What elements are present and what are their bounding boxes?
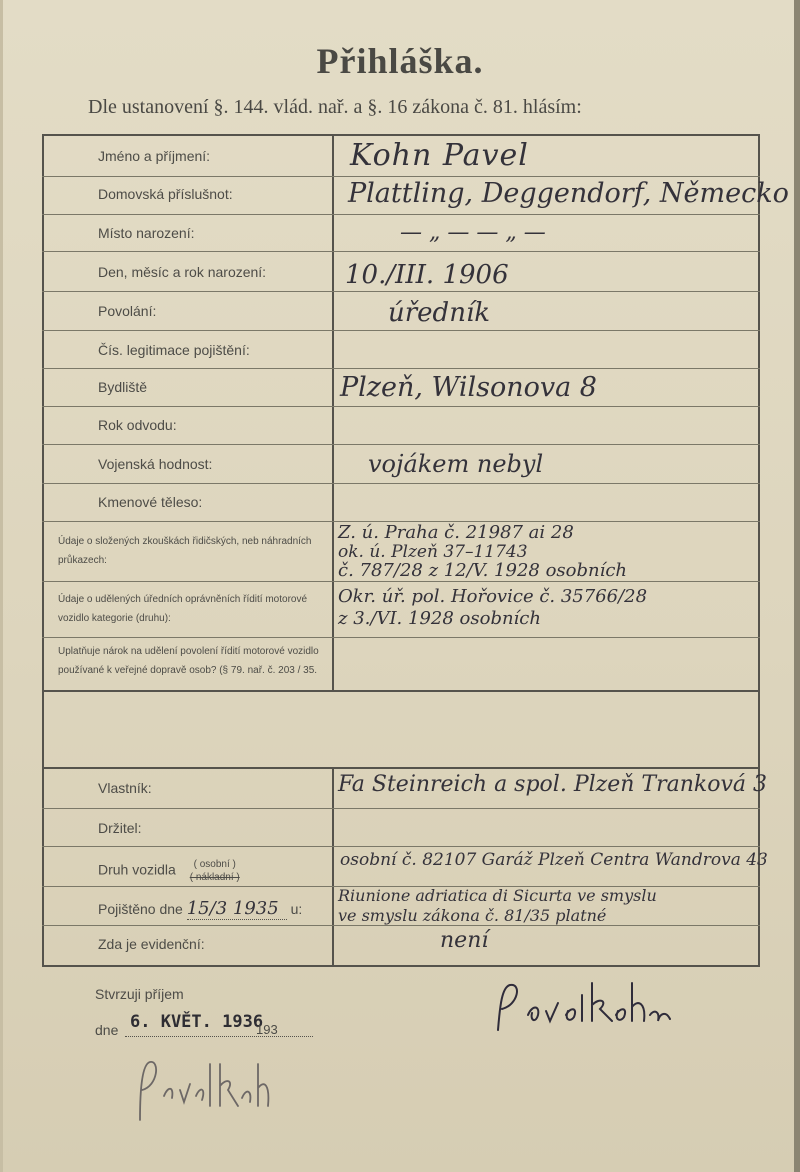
receipt-date-suffix: 193	[256, 1022, 278, 1037]
receipt-date-stamp: 6. KVĚT. 1936	[130, 1012, 264, 1032]
value-birthplace: — „ — — „ —	[400, 220, 546, 245]
value-exams-line-1: Z. ú. Praha č. 21987 ai 28	[338, 522, 574, 543]
label-public-transport: Uplatňuje nárok na udělení povolení řídití motorové vozidlo používané k veřejné dopravě osob? (§ 79. nař. č. 203 / 35.	[58, 646, 319, 676]
section-rule	[42, 690, 760, 692]
value-insured-date: 15/3 1935	[187, 898, 287, 920]
row-rule	[42, 444, 760, 445]
row-rule	[42, 808, 760, 809]
row-rule	[42, 637, 760, 638]
value-insurer-line-2: ve smyslu zákona č. 81/35 platné	[338, 906, 607, 925]
label-name: Jméno a příjmení:	[98, 148, 211, 164]
label-occupation: Povolání:	[98, 303, 157, 319]
value-occupation: úředník	[388, 298, 491, 328]
label-insured	[98, 898, 302, 920]
row-rule	[42, 368, 760, 369]
row-rule	[42, 406, 760, 407]
row-rule	[42, 330, 760, 331]
paper-edge-left	[0, 0, 3, 1172]
value-exams-line-3: č. 787/28 z 12/V. 1928 osobních	[338, 560, 628, 581]
row-rule	[42, 846, 760, 847]
label-birthdate: Den, měsíc a rok narození:	[98, 264, 267, 280]
column-divider-bottom	[332, 768, 334, 967]
label-residence: Bydliště	[98, 379, 148, 395]
label-holder: Držitel:	[98, 820, 142, 836]
value-insurer-line-1: Riunione adriatica di Sicurta ve smyslu	[338, 886, 657, 905]
vehicle-option-cargo: ( nákladní )	[189, 872, 240, 883]
insured-prefix: Pojištěno dne	[98, 901, 183, 917]
value-vehicle-type: osobní č. 82107 Garáž Plzeň Centra Wandrova 43	[340, 850, 768, 870]
value-permits-line-2: z 3./VI. 1928 osobních	[338, 608, 541, 629]
label-domicile: Domovská příslušnot:	[98, 186, 233, 202]
label-permits: Údaje o udělených úředních oprávněních řídití motorové vozidlo kategorie (druhu):	[58, 594, 308, 624]
row-rule	[42, 483, 760, 484]
label-owner: Vlastník:	[98, 780, 152, 796]
label-conscription-year: Rok odvodu:	[98, 417, 177, 433]
receipt-date-prefix: dne	[95, 1022, 119, 1038]
form-subtitle: Dle ustanovení §. 144. vlád. nař. a §. 16 zákona č. 81. hlásím:	[88, 96, 582, 118]
section-rule	[42, 767, 760, 769]
value-exams-line-2: ok. ú. Plzeň 37–11743	[338, 542, 528, 562]
value-military-rank: vojákem nebyl	[368, 450, 544, 478]
row-rule	[42, 214, 760, 215]
receipt-label: Stvrzuji příjem	[95, 986, 184, 1002]
form-title: Přihláška.	[316, 41, 484, 81]
label-birthplace: Místo narození:	[98, 225, 195, 241]
row-rule	[42, 925, 760, 926]
vehicle-type-options	[190, 858, 240, 884]
row-rule	[42, 581, 760, 582]
receipt-date-line	[125, 1036, 313, 1037]
paper-edge-right	[794, 0, 800, 1172]
value-name: Kohn Pavel	[350, 138, 529, 173]
row-rule	[42, 291, 760, 292]
vehicle-option-personal: ( osobní )	[193, 859, 236, 870]
value-domicile: Plattling, Deggendorf, Německo	[348, 178, 789, 209]
value-residence: Plzeň, Wilsonova 8	[340, 372, 597, 403]
row-rule	[42, 176, 760, 177]
label-exams: Údaje o složených zkouškách řidičských, neb náhradních průkazech:	[58, 536, 312, 566]
column-divider-top	[332, 134, 334, 690]
label-military-rank: Vojenská hodnost:	[98, 456, 213, 472]
label-regiment: Kmenové těleso:	[98, 494, 203, 510]
second-signature	[130, 1050, 290, 1130]
label-registered: Zda je evidenční:	[98, 936, 205, 952]
vehicle-type-text: Druh vozidla	[98, 861, 176, 878]
label-insurance-id: Čís. legitimace pojištění:	[98, 342, 250, 358]
value-permits-line-1: Okr. úř. pol. Hořovice č. 35766/28	[338, 586, 648, 607]
value-birthdate: 10./III. 1906	[345, 260, 509, 290]
value-owner: Fa Steinreich a spol. Plzeň Tranková 3	[338, 772, 768, 797]
label-vehicle-type	[98, 858, 240, 884]
row-rule	[42, 251, 760, 252]
value-registered: není	[440, 928, 489, 953]
applicant-signature	[488, 975, 688, 1045]
insured-suffix: u:	[290, 901, 303, 917]
